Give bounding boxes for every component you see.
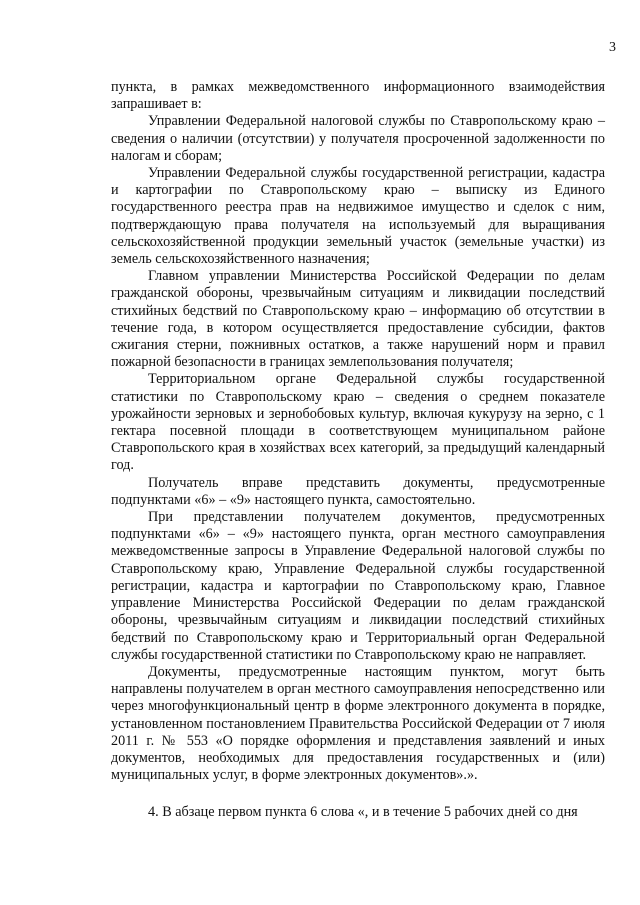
paragraph-registration-service: Управлении Федеральной службы государственной регистрации, кадастра и картографии по Ставропольскому краю – выписку из Единого государственного реестра прав на недвижимое имущество и сделок с ним, подтверждающую права получателя на используемый для выращивания сельскохозяйственной продукции земельный участок (земельные участки) из земель сельскохозяйственного назначения; [111,165,605,268]
paragraph-emergency-ministry: Главном управлении Министерства Российской Федерации по делам гражданской обороны, чрезвычайным ситуациям и ликвидации последствий стихийных бедствий по Ставропольскому краю – информацию об отсутствии в течение года, в котором осуществляется предоставление субсидии, фактов сжигания стерни, пожнивных остатков, а также нарушений норм и правил пожарной безопасности в границах землепользования получателя; [111,268,605,371]
paragraph-self-submission: Получатель вправе представить документы, предусмотренные подпунктами «6» – «9» настоящего пункта, самостоятельно. [111,474,605,508]
paragraph-statistics-service: Территориальном органе Федеральной службы государственной статистики по Ставропольскому краю – сведения о среднем показателе урожайности зерновых и зернобобовых культур, включая кукурузу на зерно, с 1 гектара посевной площади в соответствующем муниципальном районе Ставропольского края в хозяйствах всех категорий, за предыдущий календарный год. [111,371,605,474]
paragraph-item-4: 4. В абзаце первом пункта 6 слова «, и в течение 5 рабочих дней со дня [148,804,578,821]
paragraph-no-requests: При представлении получателем документов, предусмотренных подпунктами «6» – «9» настоящего пункта, орган местного самоуправления межведомственные запросы в Управление Федеральной налоговой службы по Ставропольскому краю, Управление Федеральной службы государственной регистрации, кадастра и картографии по Ставропольскому краю, Главное управление Министерства Российской Федерации по делам гражданской обороны, чрезвычайным ситуациям и ликвидации последствий стихийных бедствий по Ставропольскому краю и Территориальный орган Федеральной службы государственной статистики по Ставропольскому краю не направляет. [111,509,605,663]
paragraph-tax-service: Управлении Федеральной налоговой службы по Ставропольскому краю – сведения о наличии (отсутствии) у получателя просроченной задолженности по налогам и сборам; [111,113,605,164]
page-number: 3 [609,40,616,55]
paragraph-intro: пункта, в рамках межведомственного информационного взаимодействия запрашивает в: [111,79,605,113]
paragraph-electronic-submission: Документы, предусмотренные настоящим пунктом, могут быть направлены получателем в орган местного самоуправления непосредственно или через многофункциональный центр в форме электронного документа в порядке, установленном постановлением Правительства Российской Федерации от 7 июля 2011 г. № 553 «О порядке оформления и представления заявлений и иных документов, необходимых для предоставления государственных и (или) муниципальных услуг, в форме электронных документов».». [111,663,605,784]
document-body [111,79,605,822]
